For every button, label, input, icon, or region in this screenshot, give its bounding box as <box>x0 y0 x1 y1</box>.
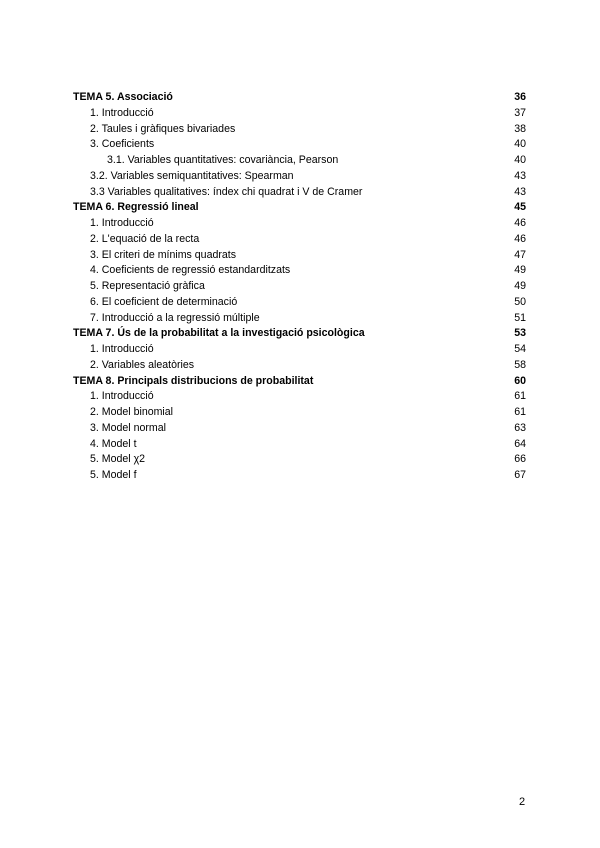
toc-entry-page: 49 <box>514 264 526 277</box>
toc-entry-title: 3. Model normal <box>90 421 166 434</box>
toc-entry-page: 51 <box>514 311 526 324</box>
toc-entry-page: 66 <box>514 453 526 466</box>
toc-entry-page: 63 <box>514 421 526 434</box>
toc-entry-title: 2. Taules i gràfiques bivariades <box>90 122 236 135</box>
toc-entry <box>73 405 526 421</box>
toc-entry-page: 36 <box>514 91 526 103</box>
toc-entry-title: 3.1. Variables quantitatives: covariància, Pearson <box>107 154 339 166</box>
toc-entry-title: TEMA 6. Regressió lineal <box>73 201 199 214</box>
toc-entry-title: 7. Introducció a la regressió múltiple <box>90 311 260 324</box>
toc-entry-title: 1. Introducció <box>90 343 154 355</box>
toc-entry <box>73 232 526 248</box>
toc-entry-title: 4. Model t <box>90 437 137 450</box>
toc-entry <box>73 468 526 484</box>
toc-entry <box>73 311 526 327</box>
toc-entry <box>73 169 526 185</box>
toc-entry-page: 53 <box>514 327 526 340</box>
toc-entry <box>73 200 526 216</box>
toc-entry-title: 3. El criteri de mínims quadrats <box>90 248 237 261</box>
toc-entry-title: 2. Variables aleatòries <box>90 358 195 371</box>
toc-entry-title: 1. Introducció <box>90 390 154 403</box>
toc-entry-title: TEMA 8. Principals distribucions de probabilitat <box>73 374 314 387</box>
toc-entry-title: 2. L'equació de la recta <box>90 232 200 245</box>
toc-entry <box>73 216 526 232</box>
toc-entry-title: 3.3 Variables qualitatives: índex chi quadrat i V de Cramer <box>90 185 363 198</box>
table-of-contents <box>73 90 526 484</box>
toc-entry <box>73 122 526 138</box>
toc-entry-title: 3.2. Variables semiquantitatives: Spearman <box>90 169 294 182</box>
toc-entry <box>73 295 526 311</box>
toc-entry-title: TEMA 7. Ús de la probabilitat a la investigació psicològica <box>73 327 365 340</box>
toc-entry-page: 43 <box>514 185 526 198</box>
toc-entry-page: 49 <box>514 280 526 292</box>
toc-entry-page: 61 <box>514 406 526 418</box>
toc-entry-page: 67 <box>514 469 526 481</box>
toc-entry-title: 4. Coeficients de regressió estandarditzats <box>90 264 291 277</box>
toc-entry <box>73 326 526 342</box>
toc-entry-page: 58 <box>514 358 526 371</box>
toc-entry <box>73 389 526 405</box>
toc-entry-title: 1. Introducció <box>90 106 154 119</box>
toc-entry-page: 50 <box>514 295 526 308</box>
toc-entry <box>73 437 526 453</box>
toc-entry <box>73 421 526 437</box>
toc-entry-page: 64 <box>514 437 526 450</box>
toc-entry-title: 1. Introducció <box>90 217 154 229</box>
toc-entry <box>73 452 526 468</box>
toc-entry <box>73 374 526 390</box>
toc-entry <box>73 153 526 169</box>
toc-entry-title: 2. Model binomial <box>90 406 174 418</box>
toc-entry-title: TEMA 5. Associació <box>73 91 173 103</box>
toc-entry <box>73 185 526 201</box>
toc-entry-title: 5. Representació gràfica <box>90 280 205 292</box>
toc-entry <box>73 263 526 279</box>
toc-entry-page: 40 <box>514 138 526 151</box>
toc-entry <box>73 90 526 106</box>
toc-entry-page: 37 <box>514 106 526 119</box>
toc-entry-page: 38 <box>514 122 526 135</box>
toc-entry-page: 54 <box>514 343 526 355</box>
toc-entry <box>73 279 526 295</box>
toc-entry-title: 6. El coeficient de determinació <box>90 295 238 308</box>
toc-entry-page: 61 <box>514 390 526 403</box>
toc-entry-title: 5. Model χ2 <box>90 453 146 466</box>
toc-entry-page: 45 <box>514 201 526 214</box>
toc-entry-title: 3. Coeficients <box>90 138 155 151</box>
toc-entry-page: 60 <box>514 374 526 387</box>
toc-entry <box>73 106 526 122</box>
toc-entry-page: 40 <box>514 154 526 166</box>
page-number: 2 <box>519 796 526 808</box>
toc-entry <box>73 358 526 374</box>
toc-entry-page: 46 <box>514 232 526 245</box>
toc-entry-title: 5. Model f <box>90 469 137 481</box>
toc-entry-page: 43 <box>514 169 526 182</box>
toc-entry <box>73 137 526 153</box>
toc-entry <box>73 248 526 264</box>
toc-entry <box>73 342 526 358</box>
toc-entry-page: 47 <box>514 248 526 261</box>
toc-entry-page: 46 <box>514 217 526 229</box>
